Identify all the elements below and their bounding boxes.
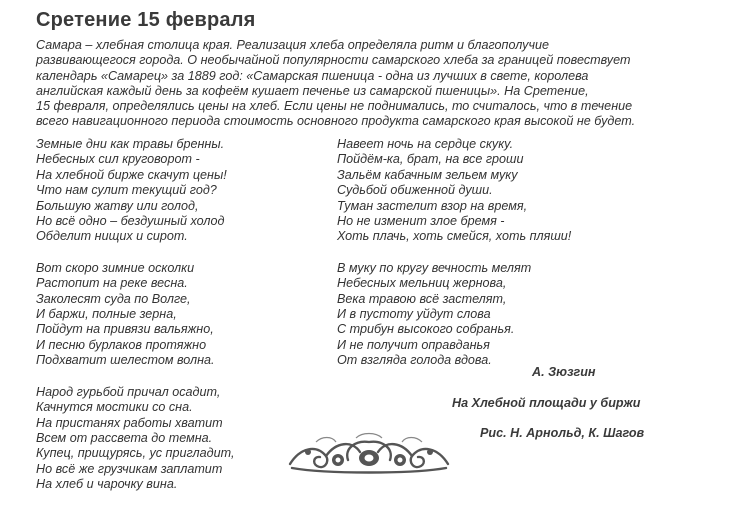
author-signature: А. Зюзгин — [532, 365, 596, 379]
poem-line: От взгляда голода вдова. — [337, 353, 492, 368]
poem-line: С трибун высокого собранья. — [337, 322, 515, 337]
poem-line: Небесных мельниц жернова, — [337, 276, 507, 291]
poem-line: Заколесят суда по Волге, — [36, 291, 191, 306]
poem-line: Вот скоро зимние осколки — [36, 260, 195, 275]
poem-left-column — [36, 137, 234, 509]
poem-line: Хоть плачь, хоть смейся, хоть пляши! — [337, 229, 572, 244]
poem-line: Судьбой обиженной души. — [337, 183, 493, 198]
poem-line: Обделит нищих и сирот. — [36, 229, 188, 244]
poem-line: Народ гурьбой причал осадит, — [36, 384, 221, 399]
artwork-title: На Хлебной площади у биржи — [452, 396, 641, 410]
poem-line: Всем от рассвета до темна. — [36, 430, 213, 445]
intro-line: Самара – хлебная столица края. Реализация хлеба определяла ритм и благополучие — [36, 38, 549, 52]
poem-line: На хлеб и чарочку вина. — [36, 477, 178, 492]
poem-line: И в пустоту уйдут слова — [337, 307, 491, 322]
poem-line: Но всё же грузчикам заплатит — [36, 461, 223, 476]
intro-line: 15 февраля, определялись цены на хлеб. Если цены не поднимались, то считалось, что в течение — [36, 99, 633, 114]
poem-line: Пойдут на привязи вальяжно, — [36, 322, 214, 337]
stanza — [36, 261, 234, 369]
floral-ornament-icon — [286, 430, 452, 478]
poem-line: Что нам сулит текущий год? — [36, 183, 217, 198]
poem-line: Века травою всё застелят, — [337, 291, 507, 306]
page-title: Сретение 15 февраля — [36, 9, 256, 31]
intro-line: всего навигационного периода стоимость основного продукта самарского края высокой не будет. — [36, 114, 636, 129]
stanza — [36, 385, 234, 493]
poem-line: Навеет ночь на сердце скуку. — [337, 137, 514, 151]
poem-line: Купец, прищурясь, ус пригладит, — [36, 446, 235, 461]
poem-line: На хлебной бирже скачут цены! — [36, 167, 227, 182]
poem-line: Подхватит шелестом волна. — [36, 353, 215, 368]
poem-line: И баржи, полные зерна, — [36, 307, 177, 322]
poem-line: На пристанях работы хватит — [36, 415, 223, 430]
poem-line: Земные дни как травы бренны. — [36, 137, 225, 151]
poem-line: Большую жатву или голод, — [36, 198, 199, 213]
poem-line: Но не изменит злое бремя - — [337, 214, 505, 229]
stanza — [36, 137, 234, 245]
intro-line: календарь «Самарец» за 1889 год: «Самарская пшеница - одна из лучших в свете, королева — [36, 68, 589, 83]
intro-line: развивающегося города. О необычайной популярности самарского хлеба за границей повествует — [36, 53, 631, 68]
poem-line: Но всё одно – бездушный холод — [36, 214, 225, 229]
intro-paragraph — [36, 38, 726, 130]
illustration-credits: Рис. Н. Арнольд, К. Шагов — [480, 426, 645, 440]
poem-line: Небесных сил круговорот - — [36, 152, 200, 167]
poem-line: Пойдём-ка, брат, на все гроши — [337, 152, 524, 167]
intro-line: английская каждый день за кофеём кушает печенье из самарской пшеницы». На Сретение, — [36, 83, 589, 98]
poem-line: И песню бурлаков протяжно — [36, 337, 207, 352]
poem-line: В муку по кругу вечность мелят — [337, 260, 532, 275]
poem-right-column — [337, 137, 571, 385]
poem-line: Растопит на реке весна. — [36, 276, 188, 291]
poem-line: Зальём кабачным зельем муку — [337, 167, 518, 182]
poem-line: Качнутся мостики со сна. — [36, 400, 193, 415]
stanza — [337, 137, 571, 245]
stanza — [337, 261, 571, 369]
poem-line: Туман застелит взор на время, — [337, 198, 528, 213]
poem-line: И не получит оправданья — [337, 337, 490, 352]
